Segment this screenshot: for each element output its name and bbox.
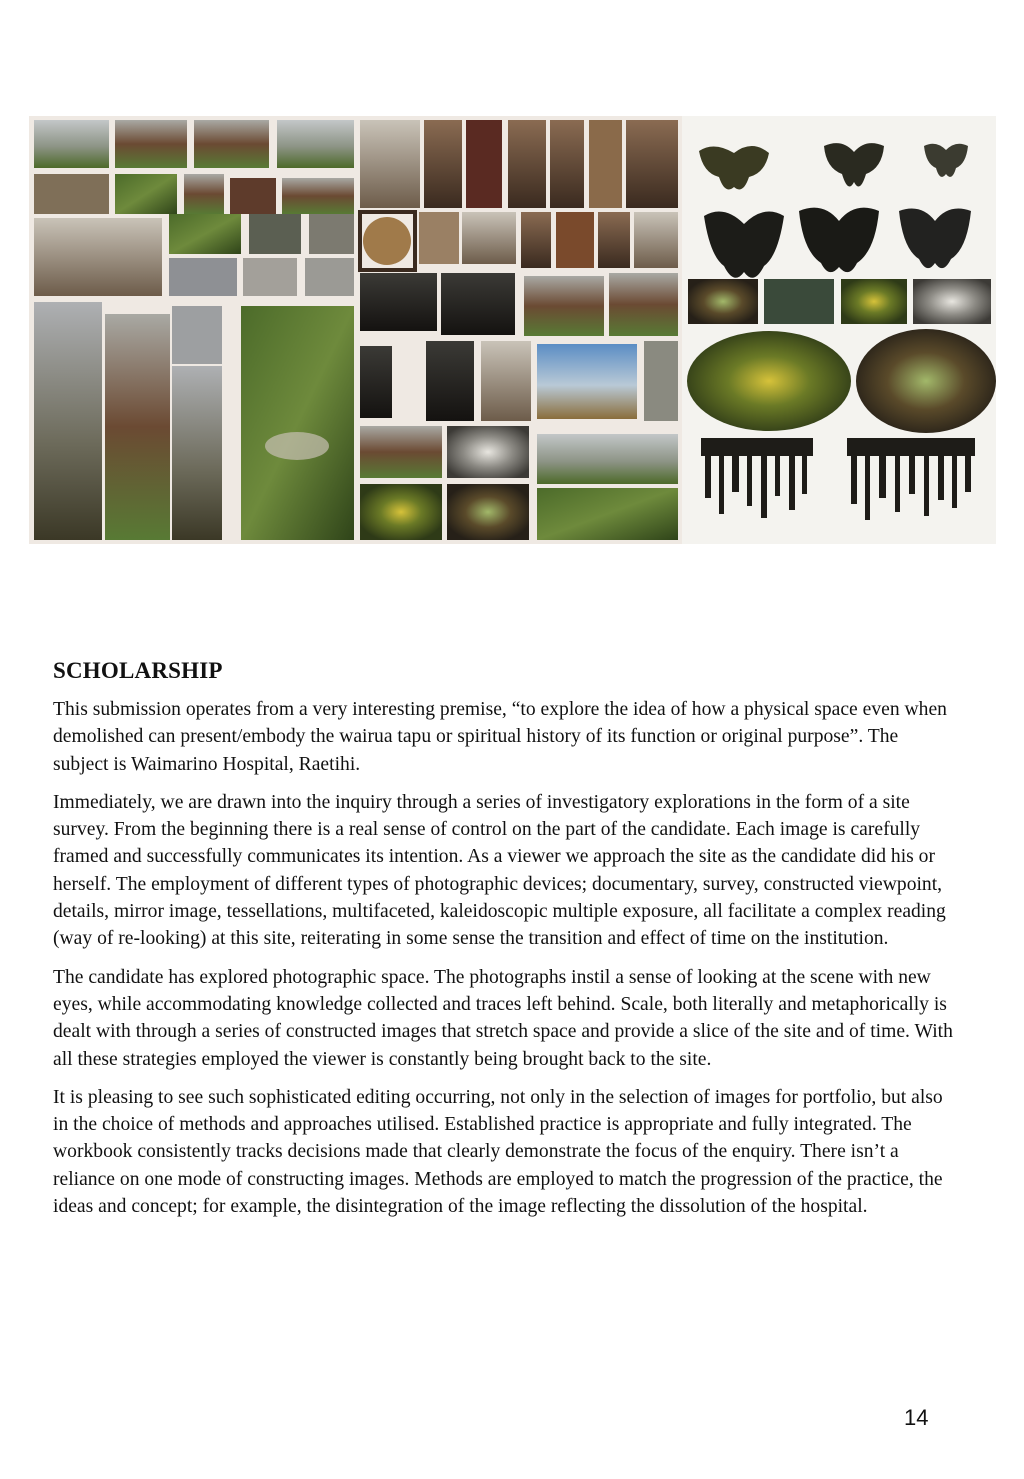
interior-photographs-panel bbox=[360, 120, 678, 540]
scholarship-section bbox=[53, 658, 953, 1231]
paragraph-4: It is pleasing to see such sophisticated editing occurring, not only in the selection of images for portfolio, but also in the choice of methods and approaches utilised. Established practice is appropriate and fully integrated. The workbook consistently tracks decisions made that clearly demonstrate the focus of the enquiry. There isn’t a reliance on one mode of constructing images. Methods are employed to match the progression of the practice, the ideas and concept; for example, the disintegration of the image reflecting the dissolution of the hospital. bbox=[53, 1086, 943, 1218]
section-heading: SCHOLARSHIP bbox=[53, 658, 223, 683]
page-number: 14 bbox=[904, 1405, 929, 1430]
paragraph-2: Immediately, we are drawn into the inquiry through a series of investigatory explorations in the form of a site survey. From the beginning there is a real sense of control on the part of the candidate. Each image is carefully framed and successfully communicates its intention. As a viewer we approach the site as the candidate did his or herself. The employment of different types of photographic devices; documentary, survey, constructed viewpoint, details, mirror image, tessellations, multifaceted, kaleidoscopic multiple exposure, all facilitate a complex reading (way of re-looking) at this site, reiterating in some sense the transition and effect of time on the institution. bbox=[53, 791, 946, 950]
site-photographs-panel bbox=[34, 120, 354, 540]
photo-collage bbox=[29, 116, 996, 544]
paragraph-1: This submission operates from a very interesting premise, “to explore the idea of how a physical space even when demolished can present/embody the wairua tapu or spiritual history of its function or original purpose”. The subject is Waimarino Hospital, Raetihi. bbox=[53, 699, 947, 775]
mirror-image-panel bbox=[682, 116, 996, 544]
portfolio-photo-board bbox=[29, 116, 996, 544]
paragraph-3: The candidate has explored photographic space. The photographs instil a sense of looking at the scene with new eyes, while accommodating knowledge collected and traces left behind. Scale, both literally and metaphorically is dealt with through a series of constructed images that stretch space and provide a slice of the site and of time. With all these strategies employed the viewer is constantly being brought back to the site. bbox=[53, 966, 953, 1070]
